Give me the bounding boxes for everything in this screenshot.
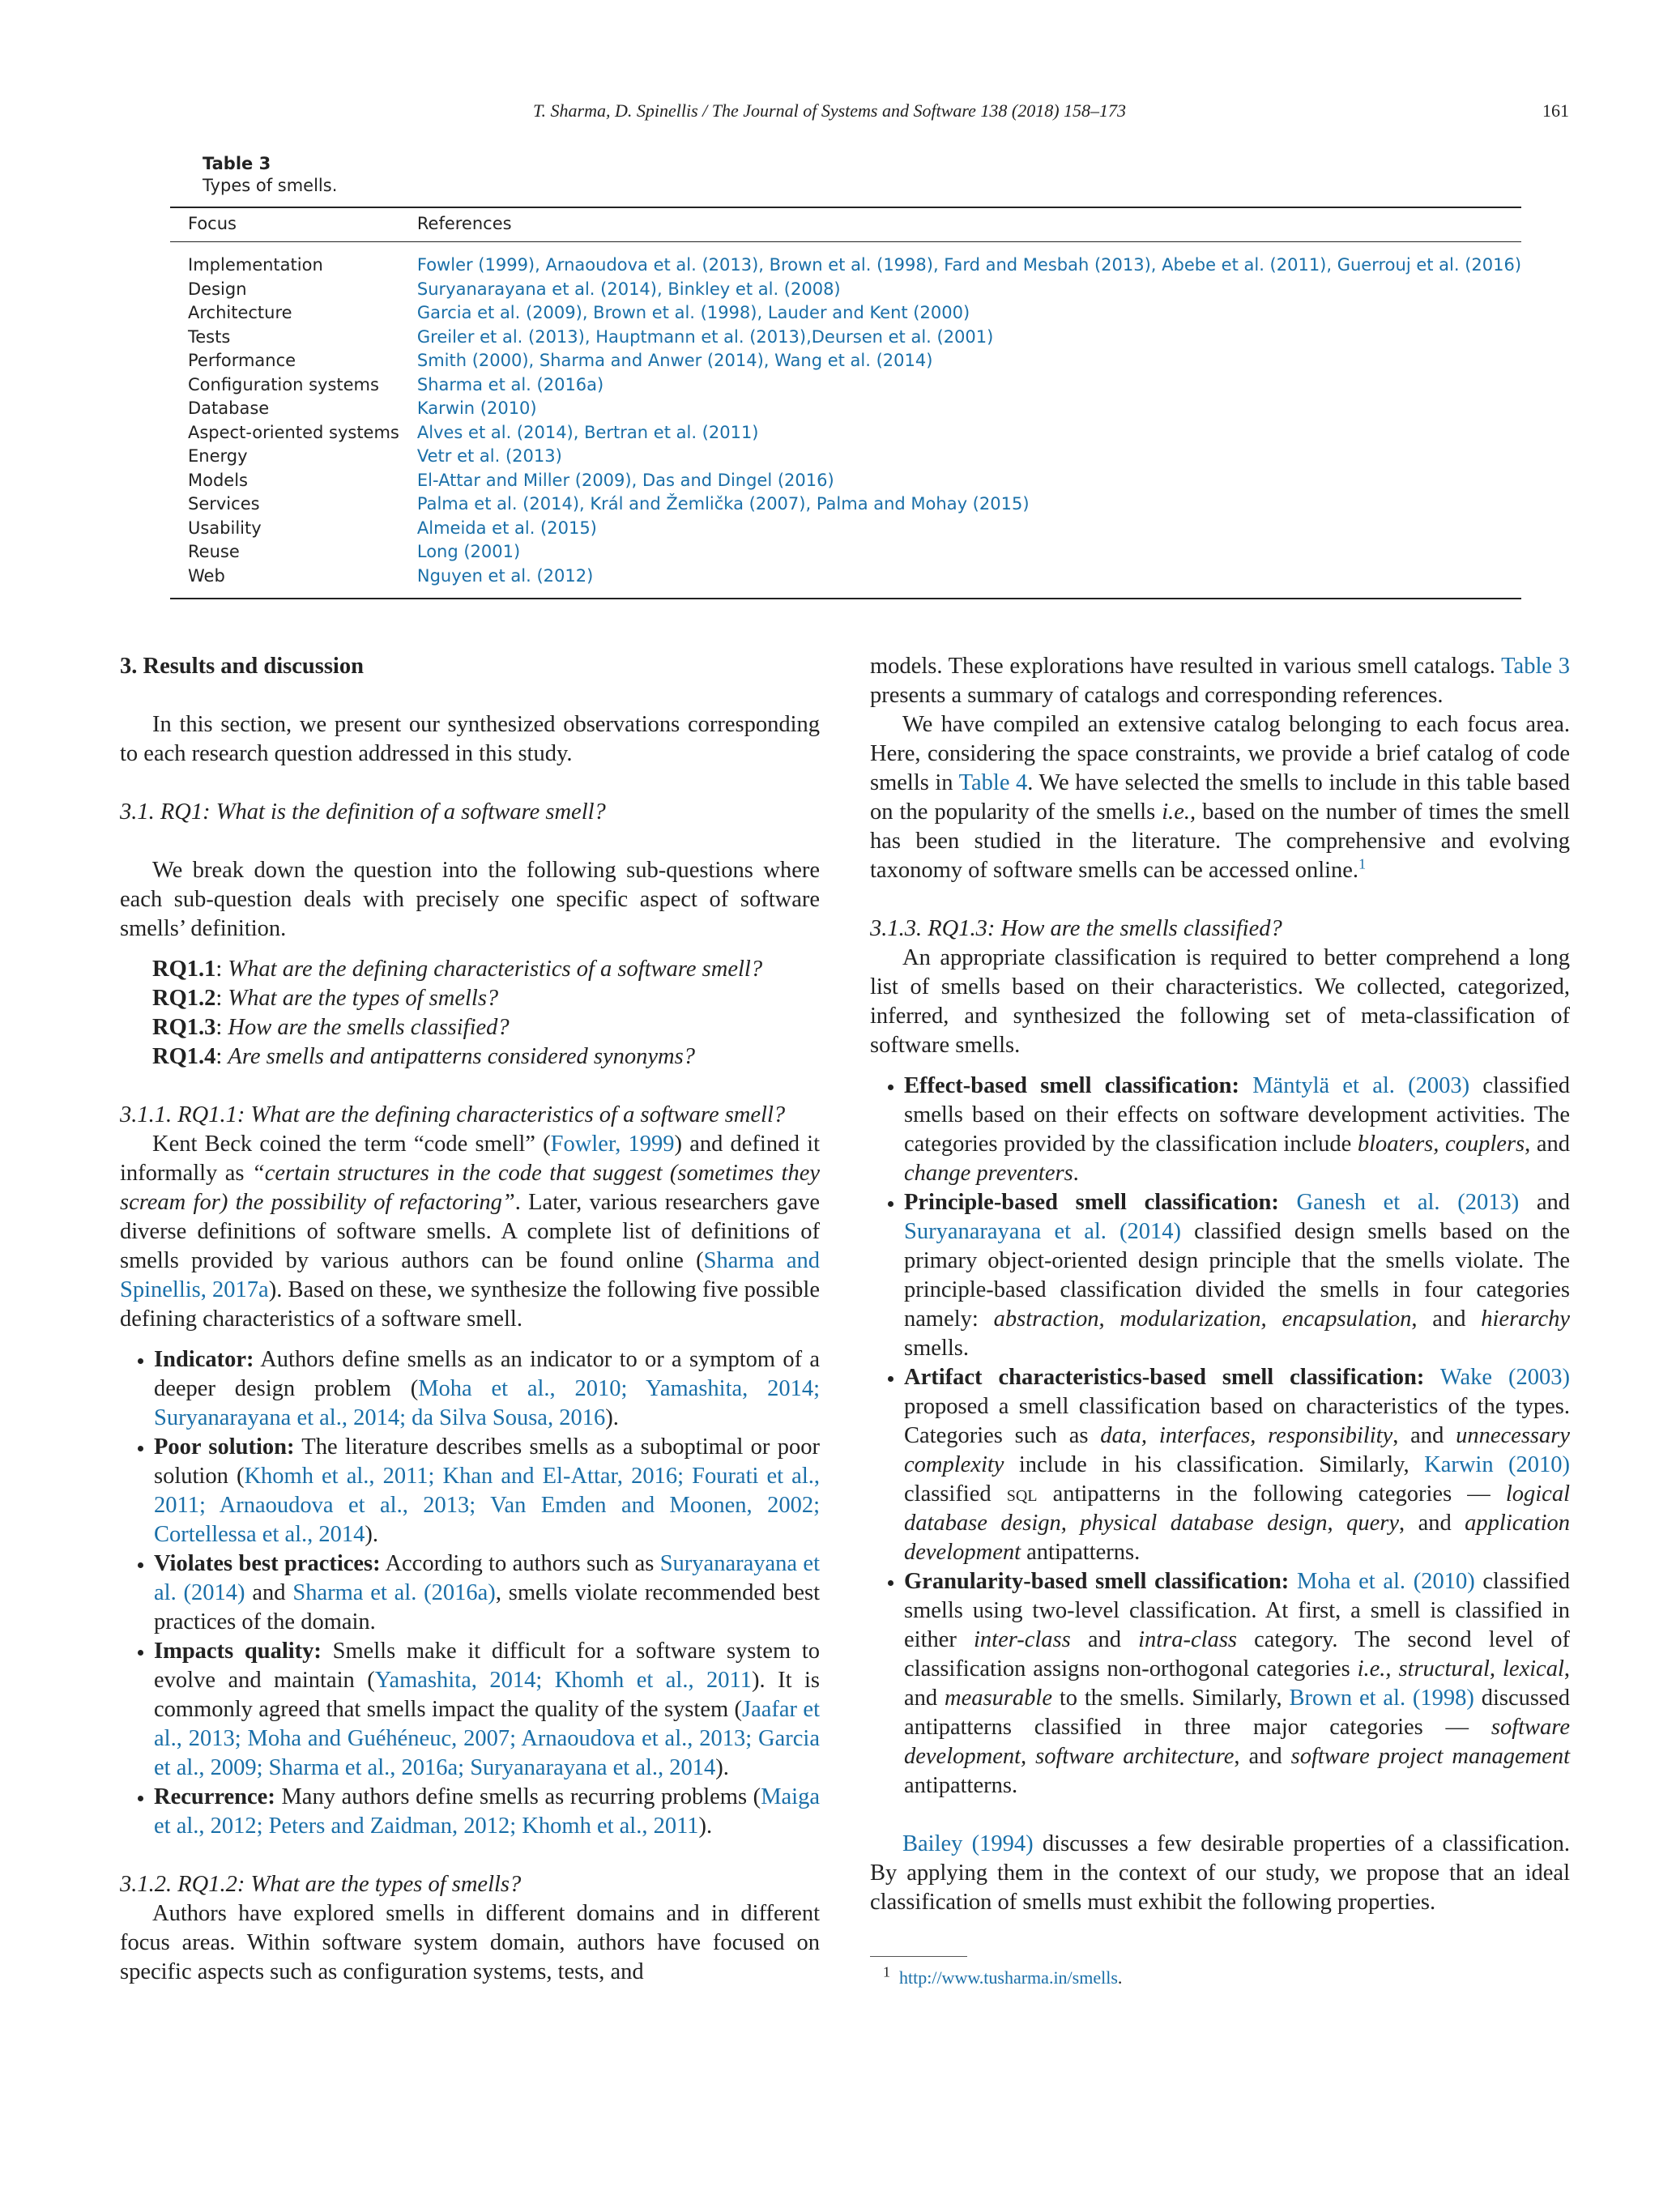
citation-link[interactable]: Brown et al. (1998) bbox=[1289, 1686, 1474, 1711]
table-label: Table 3 bbox=[203, 154, 271, 173]
citation-link[interactable]: Maiga et al., 2012; Peters and Zaidman, 2012; Khomh et al., 2011 bbox=[154, 1784, 820, 1839]
classification-paragraph: An appropriate classification is required to better comprehend a long list of smells based on their characteristics. We collected, categorized, inferred, and synthesized the following set of meta-classification of software smells. bbox=[870, 945, 1570, 1058]
table-row bbox=[170, 565, 1521, 599]
table-row bbox=[170, 301, 1521, 326]
references-cell[interactable]: Fowler (1999), Arnaoudova et al. (2013), Brown et al. (1998), Fard and Mesbah (2013), Abebe et al. (2011), Guerrouj et al. (2016) bbox=[416, 255, 1522, 275]
list-item: • Granularity-based smell classification: Moha et al. (2010) classified smells using two-level classification. At first, a smell is classified in either inter-class and intra-class category. The second level of classification assigns non-orthogonal categories i.e., structural, lexical, and measurable to the smells. Similarly, Brown et al. (1998) discussed antipatterns classified in three major categories — software development, software architecture, and software project management antipatterns. bbox=[904, 1567, 1570, 1801]
references-cell[interactable]: Vetr et al. (2013) bbox=[416, 446, 562, 467]
table-row bbox=[170, 492, 1521, 517]
citation-link[interactable]: Mäntylä et al. (2003) bbox=[1252, 1073, 1470, 1098]
focus-cell: Web bbox=[170, 565, 399, 599]
list-item: • Artifact characteristics-based smell classification: Wake (2003) proposed a smell classification based on characteristics of the types. Categories such as data, interfaces, responsibility, and unnecessary complexity include in his classification. Similarly, Karwin (2010) classified sql antipatterns in the following categories — logical database design, physical database design, query, and application development antipatterns. bbox=[904, 1363, 1570, 1567]
citation-link[interactable]: Karwin (2010) bbox=[1424, 1452, 1570, 1477]
table-body bbox=[170, 242, 1521, 599]
classification-list bbox=[870, 1072, 1570, 1801]
column-header-references: References bbox=[399, 207, 1521, 242]
left-column bbox=[120, 652, 820, 1987]
citation-link[interactable]: Bailey (1994) bbox=[902, 1831, 1034, 1856]
list-item: • Violates best practices: According to authors such as Suryanarayana et al. (2014) and Sharma et al. (2016a), smells violate recommended best practices of the domain. bbox=[154, 1549, 820, 1637]
footnote: $^1$ http://www.tusharma.in/smells. bbox=[883, 1963, 1123, 1988]
research-question-list bbox=[152, 955, 820, 1072]
subsection-title-3-1-1: 3.1.1. RQ1.1: What are the defining characteristics of a software smell? bbox=[120, 1102, 786, 1127]
catalogs-paragraph: models. These explorations have resulted in various smell catalogs. Table 3 presents a summary of catalogs and corresponding references. bbox=[870, 654, 1570, 708]
citation-link[interactable]: Khomh et al., 2011; Khan and El-Attar, 2016; Fourati et al., 2011; Arnaoudova et al., 2013; Van Emden and Moonen, 2002; Cortellessa et al., 2014 bbox=[154, 1464, 820, 1547]
citation-link[interactable]: Moha et al. (2010) bbox=[1296, 1569, 1475, 1594]
list-item: • Poor solution: The literature describes smells as a suboptimal or poor solution (Khomh et al., 2011; Khan and El-Attar, 2016; Fourati et al., 2011; Arnaoudova et al., 2013; Van Emden and Moonen, 2002; Cortellessa et al., 2014). bbox=[154, 1433, 820, 1549]
focus-cell: Energy bbox=[188, 446, 248, 467]
citation-link[interactable]: Moha et al., 2010; Yamashita, 2014; Suryanarayana et al., 2014; da Silva Sousa, 2016 bbox=[154, 1376, 820, 1430]
references-cell[interactable]: Almeida et al. (2015) bbox=[416, 518, 597, 538]
rq-item: RQ1.1: What are the defining characteristics of a software smell? bbox=[152, 957, 763, 982]
focus-cell: Configuration systems bbox=[188, 374, 379, 394]
focus-cell: Tests bbox=[188, 326, 231, 347]
table-row bbox=[170, 445, 1521, 469]
footnote-marker[interactable]: 1 bbox=[1358, 855, 1367, 872]
table-row bbox=[170, 242, 1521, 278]
subquestions-paragraph: We break down the question into the following sub-questions where each sub-question deals with precisely one specific aspect of software smells’ definition. bbox=[120, 858, 820, 941]
citation-link[interactable]: Suryanarayana et al. (2014) bbox=[904, 1219, 1182, 1244]
references-cell[interactable]: Sharma et al. (2016a) bbox=[416, 374, 604, 394]
column-header-focus: Focus bbox=[170, 207, 399, 242]
citation-link[interactable]: Sharma and Spinellis, 2017a bbox=[120, 1248, 820, 1302]
references-cell[interactable]: Greiler et al. (2013), Hauptmann et al. (2013),Deursen et al. (2001) bbox=[416, 326, 994, 347]
references-cell[interactable]: El-Attar and Miller (2009), Das and Dingel (2016) bbox=[416, 470, 834, 490]
footnote-url-link[interactable]: http://www.tusharma.in/smells bbox=[899, 1967, 1118, 1988]
references-cell[interactable]: Suryanarayana et al. (2014), Binkley et al. (2008) bbox=[416, 279, 841, 299]
focus-cell: Database bbox=[188, 399, 270, 419]
section-title: 3. Results and discussion bbox=[120, 654, 364, 679]
focus-cell: Reuse bbox=[188, 542, 240, 562]
references-cell[interactable]: Karwin (2010) bbox=[416, 399, 537, 419]
rq-item: RQ1.3: How are the smells classified? bbox=[152, 1015, 510, 1040]
list-item: • Principle-based smell classification: Ganesh et al. (2013) and Suryanarayana et al. (2014) classified design smells based on the primary object-oriented design principle that the smells violate. The principle-based classification divided the smells in four categories namely: abstraction, modularization, encapsulation, and hierarchy smells. bbox=[904, 1188, 1570, 1363]
page-number: 161 bbox=[1542, 100, 1569, 121]
table-row bbox=[170, 397, 1521, 421]
rq-item: RQ1.2: What are the types of smells? bbox=[152, 986, 499, 1011]
list-item: • Indicator: Authors define smells as an indicator to or a symptom of a deeper design problem (Moha et al., 2010; Yamashita, 2014; Suryanarayana et al., 2014; da Silva Sousa, 2016). bbox=[154, 1345, 820, 1433]
table-row bbox=[170, 517, 1521, 541]
citation-link[interactable]: Fowler, 1999 bbox=[550, 1132, 675, 1157]
smells-table bbox=[170, 207, 1521, 599]
subsection-title-3-1-2: 3.1.2. RQ1.2: What are the types of smells? bbox=[120, 1872, 522, 1897]
citation-link[interactable]: Wake (2003) bbox=[1439, 1365, 1570, 1390]
citation-link[interactable]: Suryanarayana et al. (2014) bbox=[154, 1551, 820, 1605]
table-row bbox=[170, 278, 1521, 302]
references-cell[interactable]: Long (2001) bbox=[416, 542, 521, 562]
focus-cell: Usability bbox=[188, 518, 262, 538]
references-cell[interactable]: Alves et al. (2014), Bertran et al. (2011) bbox=[416, 422, 759, 442]
characteristics-list bbox=[120, 1345, 820, 1841]
table-caption: Types of smells. bbox=[203, 176, 338, 195]
right-column bbox=[870, 652, 1570, 1989]
table-link[interactable]: Table 4 bbox=[958, 770, 1028, 795]
references-cell[interactable]: Garcia et al. (2009), Brown et al. (1998), Lauder and Kent (2000) bbox=[416, 303, 970, 323]
references-cell[interactable]: Smith (2000), Sharma and Anwer (2014), Wang et al. (2014) bbox=[416, 351, 933, 371]
table-row bbox=[170, 421, 1521, 445]
focus-cell: Aspect-oriented systems bbox=[188, 422, 399, 442]
table-row bbox=[170, 349, 1521, 373]
list-item: • Recurrence: Many authors define smells as recurring problems (Maiga et al., 2012; Peters and Zaidman, 2012; Khomh et al., 2011). bbox=[154, 1783, 820, 1841]
table-link[interactable]: Table 3 bbox=[1501, 654, 1570, 679]
table-row bbox=[170, 373, 1521, 398]
characteristics-paragraph: Kent Beck coined the term “code smell” (Fowler, 1999) and defined it informally as “certain structures in the code that suggest (sometimes they scream for) the possibility of refactoring”. Later, various researchers gave diverse definitions of software smells. A complete list of definitions of smells provided by various authors can be found online (Sharma and Spinellis, 2017a). Based on these, we synthesize the following five possible defining characteristics of a software smell. bbox=[120, 1132, 821, 1332]
citation-link[interactable]: Yamashita, 2014; Khomh et al., 2011 bbox=[374, 1668, 752, 1693]
intro-paragraph: In this section, we present our synthesized observations corresponding to each research question addressed in this study. bbox=[120, 712, 820, 766]
subsection-title-3-1-3: 3.1.3. RQ1.3: How are the smells classified? bbox=[870, 916, 1282, 941]
table-row bbox=[170, 540, 1521, 565]
focus-cell: Models bbox=[188, 470, 248, 490]
citation-link[interactable]: Jaafar et al., 2013; Moha and Guéhéneuc, 2007; Arnaoudova et al., 2013; Garcia et al., 2009; Sharma et al., 2016a; Suryanarayana et al., 2014 bbox=[154, 1697, 820, 1780]
citation-link[interactable]: Ganesh et al. (2013) bbox=[1296, 1190, 1520, 1215]
table-header-row bbox=[170, 207, 1521, 242]
rq-item: RQ1.4: Are smells and antipatterns considered synonyms? bbox=[152, 1044, 695, 1069]
focus-cell: Implementation bbox=[188, 255, 323, 275]
focus-cell: Services bbox=[188, 494, 260, 514]
properties-paragraph: Bailey (1994) discusses a few desirable properties of a classification. By applying them in the context of our study, we propose that an ideal classification of smells must exhibit the following properties. bbox=[870, 1831, 1570, 1915]
subsection-title-3-1: 3.1. RQ1: What is the definition of a software smell? bbox=[120, 799, 606, 825]
focus-cell: Design bbox=[188, 279, 247, 299]
focus-cell: Performance bbox=[188, 351, 296, 371]
table-row bbox=[170, 326, 1521, 350]
list-item: • Effect-based smell classification: Mäntylä et al. (2003) classified smells based on their effects on software development activities. The categories provided by the classification include bloaters, couplers, and change preventers. bbox=[904, 1072, 1570, 1188]
footnote-divider bbox=[870, 1956, 967, 1957]
focus-cell: Architecture bbox=[188, 303, 292, 323]
types-paragraph: Authors have explored smells in different domains and in different focus areas. Within software system domain, authors have focused on specific aspects such as configuration systems, tests, and bbox=[120, 1901, 820, 1984]
running-head: T. Sharma, D. Spinellis / The Journal of Systems and Software 138 (2018) 158–173 bbox=[532, 100, 1127, 121]
list-item: • Impacts quality: Smells make it difficult for a software system to evolve and maintain (Yamashita, 2014; Khomh et al., 2011). It is commonly agreed that smells impact the quality of the system (Jaafar et al., 2013; Moha and Guéhéneuc, 2007; Arnaoudova et al., 2013; Garcia et al., 2009; Sharma et al., 2016a; Suryanarayana et al., 2014). bbox=[154, 1637, 820, 1783]
table-3 bbox=[170, 154, 1522, 599]
references-cell[interactable]: Nguyen et al. (2012) bbox=[399, 565, 1521, 599]
references-cell[interactable]: Palma et al. (2014), Král and Žemlička (2007), Palma and Mohay (2015) bbox=[416, 494, 1030, 514]
table-row bbox=[170, 469, 1521, 493]
citation-link[interactable]: Sharma et al. (2016a) bbox=[292, 1580, 496, 1605]
compiled-catalog-paragraph: We have compiled an extensive catalog belonging to each focus area. Here, considering the space constraints, we provide a brief catalog of code smells in Table 4. We have selected the smells to include in this table based on the popularity of the smells i.e., based on the number of times the smell has been studied in the literature. The comprehensive and evolving taxonomy of software smells can be accessed online.$^1$ bbox=[870, 712, 1570, 883]
